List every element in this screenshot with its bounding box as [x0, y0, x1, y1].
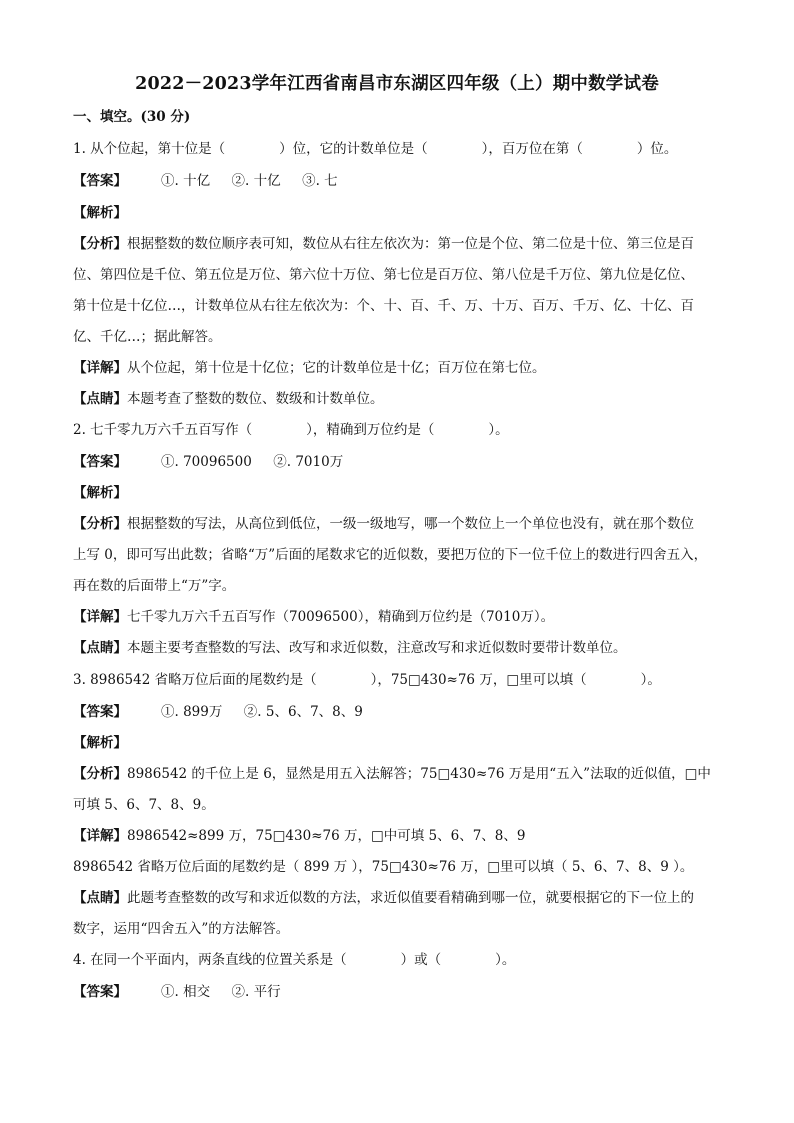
- q3-answer: ①. 899万 ②. 5、6、7、8、9: [161, 704, 363, 720]
- q2-analysis-line-2: 上写 0，即可写出此数；省略“万”后面的尾数求它的近似数，要把万位的下一位千位上的数进行四舍五入，: [73, 547, 708, 563]
- q2-detail: 【详解】七千零九万六千五百写作（70096500），精确到万位约是（7010万）。: [73, 609, 555, 625]
- q1-analysis-line-4: 亿、千亿…；据此解答。: [73, 329, 222, 345]
- page-title: 2022－2023学年江西省南昌市东湖区四年级（上）期中数学试卷: [135, 74, 659, 94]
- q1-comment: 【点睛】本题考查了整数的数位、数级和计数单位。: [73, 391, 384, 407]
- answer-tag: 【答案】: [73, 984, 127, 1000]
- q2-analysis-line-1: 【分析】根据整数的写法，从高位到低位，一级一级地写，哪一个数位上一个单位也没有，就在那个数位: [73, 516, 694, 532]
- q2-answer: ①. 70096500 ②. 7010万: [161, 454, 344, 470]
- q3-analysis-line-2: 可填 5、6、7、8、9。: [73, 797, 215, 813]
- q2-jiexi-tag: 【解析】: [73, 485, 127, 501]
- q1-analysis-line-2: 位、第四位是千位、第五位是万位、第六位十万位、第七位是百万位、第八位是千万位、第九位是亿位、: [73, 267, 694, 283]
- q4-answer-row: [73, 982, 281, 1002]
- q3-detail-2: 8986542 省略万位后面的尾数约是（ 899 万 ），75□430≈76 万，□里可以填（ 5、6、7、8、9 ）。: [73, 859, 694, 875]
- section-heading: 一、填空。(30 分): [73, 109, 191, 125]
- question-3: 3. 8986542 省略万位后面的尾数约是（ ），75□430≈76 万，□里可以填（ ）。: [73, 672, 661, 688]
- answer-tag: 【答案】: [73, 704, 127, 720]
- question-4: 4. 在同一个平面内，两条直线的位置关系是（ ）或（ ）。: [73, 952, 516, 968]
- q1-jiexi-tag: 【解析】: [73, 205, 127, 221]
- q1-analysis-line-1: 【分析】根据整数的数位顺序表可知，数位从右往左依次为：第一位是个位、第二位是十位、第三位是百: [73, 236, 694, 252]
- q3-comment-line-1: 【点睛】此题考查整数的改写和求近似数的方法，求近似值要看精确到哪一位，就要根据它的下一位上的: [73, 890, 694, 906]
- q3-detail: 【详解】8986542≈899 万，75□430≈76 万，□中可填 5、6、7、8、9: [73, 828, 526, 844]
- q1-answer: ①. 十亿 ②. 十亿 ③. 七: [161, 173, 338, 189]
- q3-answer-row: [73, 702, 363, 722]
- q2-analysis-line-3: 再在数的后面带上“万”字。: [73, 578, 236, 594]
- question-2: 2. 七千零九万六千五百写作（ ），精确到万位约是（ ）。: [73, 422, 509, 438]
- q4-answer: ①. 相交 ②. 平行: [161, 984, 281, 1000]
- q1-detail: 【详解】从个位起，第十位是十亿位；它的计数单位是十亿；百万位在第七位。: [73, 360, 546, 376]
- question-1: 1. 从个位起，第十位是（ ）位，它的计数单位是（ ），百万位在第（ ）位。: [73, 141, 678, 157]
- q3-jiexi-tag: 【解析】: [73, 735, 127, 751]
- answer-tag: 【答案】: [73, 173, 127, 189]
- answer-tag: 【答案】: [73, 454, 127, 470]
- q2-answer-row: [73, 452, 343, 472]
- q2-comment: 【点睛】本题主要考查整数的写法、改写和求近似数，注意改写和求近似数时要带计数单位。: [73, 640, 627, 656]
- q1-answer-row: [73, 171, 338, 191]
- q3-comment-line-2: 数字，运用“四舍五入”的方法解答。: [73, 921, 290, 937]
- q1-analysis-line-3: 第十位是十亿位…，计数单位从右往左依次为：个、十、百、千、万、十万、百万、千万、亿、十亿、百: [73, 298, 694, 314]
- q3-analysis-line-1: 【分析】8986542 的千位上是 6，显然是用五入法解答；75□430≈76 万是用“五入”法取的近似值，□中: [73, 766, 711, 782]
